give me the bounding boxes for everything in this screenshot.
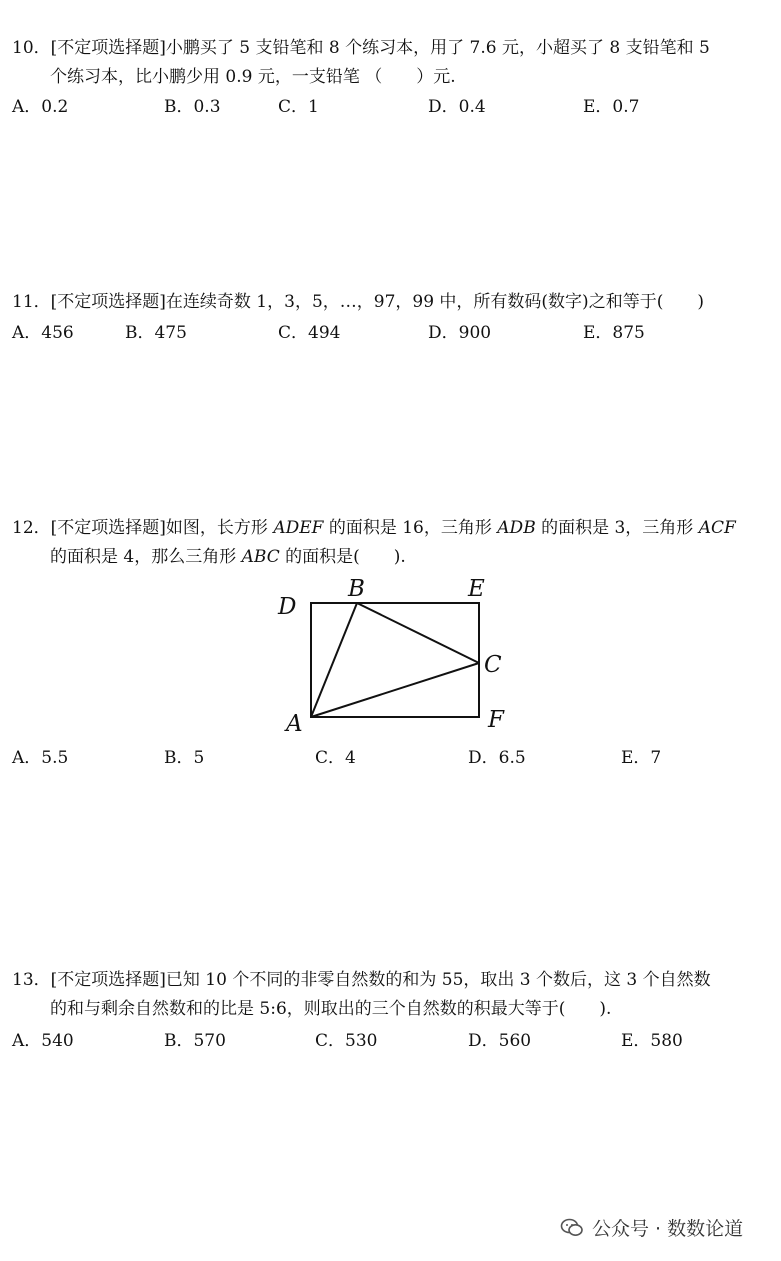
- triangle-name: ABC: [241, 547, 280, 567]
- label-e: E: [468, 576, 485, 602]
- question-number: 11．: [12, 292, 51, 312]
- question-number: 10．: [12, 38, 51, 58]
- rectangle-adef: [311, 603, 479, 717]
- option-e[interactable]: E．7: [621, 748, 662, 768]
- options-11: [12, 318, 772, 344]
- question-10-line2: 个练习本，比小鹏少用 0.9 元，一支铅笔 （ ）元.: [50, 67, 456, 87]
- option-e[interactable]: E．0.7: [583, 97, 640, 117]
- options-12: [12, 743, 772, 769]
- option-b[interactable]: B．5: [164, 748, 205, 768]
- option-d[interactable]: D．560: [468, 1031, 532, 1051]
- question-12-line2: [12, 543, 736, 572]
- question-number: 13．: [12, 970, 51, 990]
- option-a[interactable]: A．456: [12, 323, 74, 343]
- segment-ab: [311, 603, 357, 717]
- triangle-name: ACF: [698, 518, 736, 538]
- question-13-line2: 的和与剩余自然数和的比是 5:6，则取出的三个自然数的积最大等于( ).: [50, 999, 612, 1019]
- segment-ac: [311, 663, 479, 717]
- option-c[interactable]: C．530: [315, 1031, 378, 1051]
- question-10: [12, 34, 710, 92]
- question-number: 12．: [12, 518, 51, 538]
- segment-bc: [357, 603, 479, 663]
- question-11-line1: [12, 288, 704, 317]
- option-e[interactable]: E．875: [583, 323, 645, 343]
- option-d[interactable]: D．0.4: [428, 97, 486, 117]
- question-11: [12, 288, 704, 317]
- question-13: [12, 966, 711, 1024]
- question-13-line1: [12, 966, 711, 995]
- question-10-line1: [12, 34, 710, 63]
- watermark-text: 公众号 · 数数论道: [592, 1218, 744, 1240]
- option-c[interactable]: C．494: [278, 323, 341, 343]
- option-a[interactable]: A．5.5: [12, 748, 69, 768]
- question-text: 的面积是( ).: [279, 547, 406, 567]
- watermark: [560, 1214, 743, 1241]
- label-a: A: [286, 711, 303, 737]
- option-c[interactable]: C．1: [278, 97, 319, 117]
- option-e[interactable]: E．580: [621, 1031, 683, 1051]
- option-d[interactable]: D．6.5: [468, 748, 526, 768]
- geometry-figure: [270, 570, 530, 740]
- question-12-line1: [12, 514, 736, 543]
- question-text: [不定项选择题]如图，长方形: [50, 518, 274, 538]
- question-text: [不定项选择题]小鹏买了 5 支铅笔和 8 个练习本，用了 7.6 元，小超买了 8 支铅笔和 5: [50, 38, 710, 58]
- question-12: [12, 514, 736, 572]
- question-text: 的面积是 3，三角形: [535, 518, 699, 538]
- options-13: [12, 1026, 772, 1052]
- label-b: B: [348, 576, 365, 602]
- question-text: [不定项选择题]已知 10 个不同的非零自然数的和为 55，取出 3 个数后，这 3 个自然数: [50, 970, 711, 990]
- label-c: C: [484, 652, 502, 678]
- option-a[interactable]: A．0.2: [12, 97, 69, 117]
- question-text: [不定项选择题]在连续奇数 1，3，5，…，97，99 中，所有数码(数字)之和等于( ): [50, 292, 704, 312]
- question-text: 的面积是 16，三角形: [323, 518, 498, 538]
- option-a[interactable]: A．540: [12, 1031, 74, 1051]
- wechat-icon: [560, 1216, 584, 1240]
- rect-name: ADEF: [273, 518, 324, 538]
- label-d: D: [278, 594, 297, 620]
- option-d[interactable]: D．900: [428, 323, 492, 343]
- rectangle-triangle-diagram: [270, 570, 530, 740]
- option-b[interactable]: B．0.3: [164, 97, 221, 117]
- question-text: 的面积是 4，那么三角形: [50, 547, 242, 567]
- triangle-name: ADB: [497, 518, 536, 538]
- option-b[interactable]: B．570: [164, 1031, 226, 1051]
- option-c[interactable]: C．4: [315, 748, 356, 768]
- option-b[interactable]: B．475: [125, 323, 187, 343]
- options-10: [12, 92, 772, 118]
- label-f: F: [488, 707, 504, 733]
